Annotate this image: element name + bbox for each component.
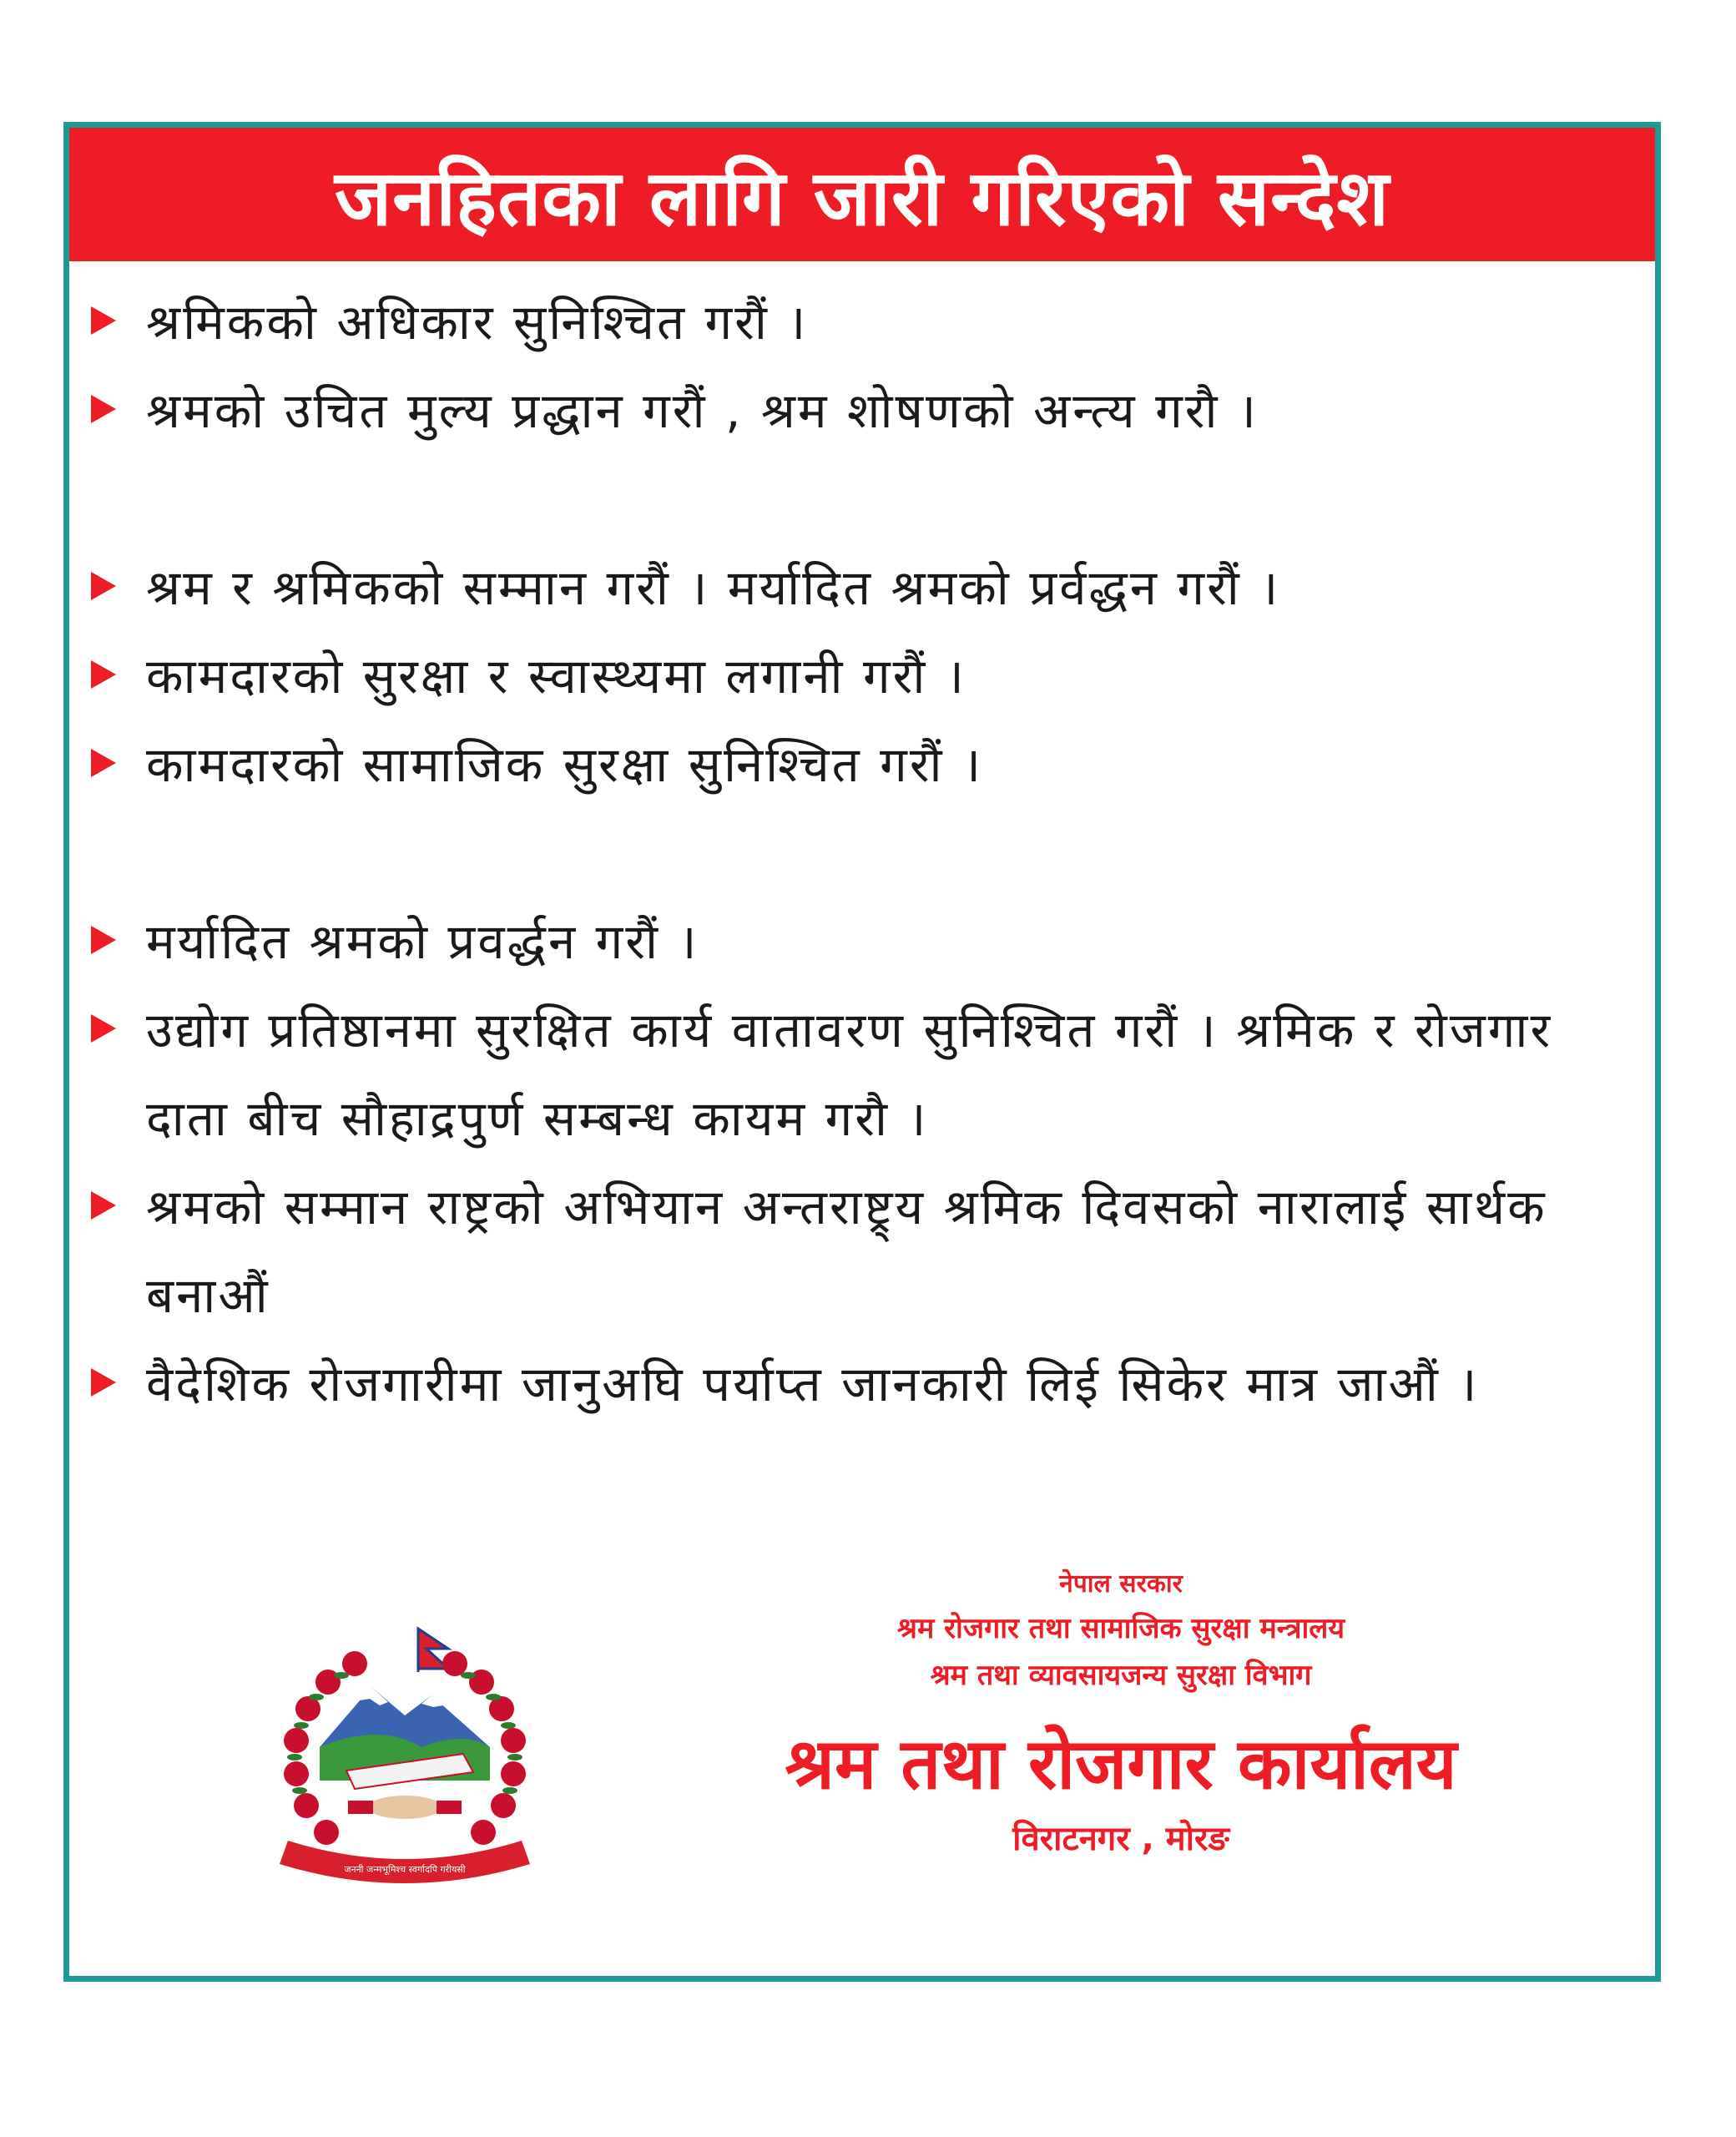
triangle-bullet-icon — [91, 749, 116, 777]
banner-title: जनहितका लागि जारी गरिएको सन्देश — [334, 153, 1390, 243]
message-text: श्रमिकको अधिकार सुनिश्चित गरौं । — [146, 294, 809, 351]
triangle-bullet-icon — [91, 1014, 116, 1043]
triangle-bullet-icon — [91, 572, 116, 600]
issuer-block — [587, 1564, 1655, 1864]
message-item — [83, 720, 1638, 809]
message-item — [83, 366, 1638, 455]
message-text: मर्यादित श्रमको प्रवर्द्धन गरौं । — [146, 913, 699, 970]
message-item — [83, 986, 1638, 1163]
office-name: श्रम तथा रोजगार कार्यालय — [785, 1723, 1457, 1805]
triangle-bullet-icon — [91, 395, 116, 423]
triangle-bullet-icon — [91, 1368, 116, 1397]
poster-frame — [63, 122, 1661, 1982]
triangle-bullet-icon — [91, 660, 116, 689]
message-text: श्रमको सम्मान राष्ट्रको अभियान अन्तराष्ट्र्य श्रमिक दिवसको नारालाई सार्थक बनाऔं — [146, 1179, 1547, 1324]
triangle-bullet-icon — [91, 1191, 116, 1220]
department-name: श्रम तथा व्यावसायजन्य सुरक्षा विभाग — [930, 1659, 1312, 1692]
message-text: श्रमको उचित मुल्य प्रद्धान गरौं , श्रम शोषणको अन्त्य गरौ । — [146, 382, 1259, 439]
ministry-name: श्रम रोजगार तथा सामाजिक सुरक्षा मन्त्रालय — [896, 1612, 1345, 1645]
triangle-bullet-icon — [91, 926, 116, 954]
emblem-motto: जननी जन्मभूमिश्च स्वर्गादपि गरीयसी — [344, 1864, 466, 1875]
message-item — [83, 1163, 1638, 1340]
message-item — [83, 1340, 1638, 1428]
message-text: उद्योग प्रतिष्ठानमा सुरक्षित कार्य वातावरण सुनिश्चित गरौं । श्रमिक र रोजगार दाता बीच सौहाद्रपुर्ण सम्बन्ध कायम गरौ । — [146, 1002, 1553, 1147]
message-item — [83, 278, 1638, 366]
message-text: श्रम र श्रमिकको सम्मान गरौं । मर्यादित श्रमको प्रर्वद्धन गरौं । — [146, 559, 1281, 616]
office-location: विराटनगर , मोरङ — [1012, 1820, 1229, 1858]
message-item — [83, 632, 1638, 720]
title-banner — [69, 128, 1655, 261]
message-text: वैदेशिक रोजगारीमा जानुअघि पर्याप्त जानकारी लिई सिकेर मात्र जाऔं । — [146, 1356, 1480, 1412]
message-list — [83, 278, 1638, 1428]
message-text: कामदारको सामाजिक सुरक्षा सुनिश्चित गरौं । — [146, 736, 983, 793]
government-name: नेपाल सरकार — [1059, 1569, 1183, 1599]
triangle-bullet-icon — [91, 306, 116, 335]
message-item — [83, 897, 1638, 986]
message-item — [83, 543, 1638, 632]
message-text: कामदारको सुरक्षा र स्वास्थ्यमा लगानी गरौं । — [146, 648, 966, 705]
nepal-emblem-icon — [255, 1622, 555, 1906]
spacer — [83, 455, 1638, 543]
spacer — [83, 809, 1638, 897]
